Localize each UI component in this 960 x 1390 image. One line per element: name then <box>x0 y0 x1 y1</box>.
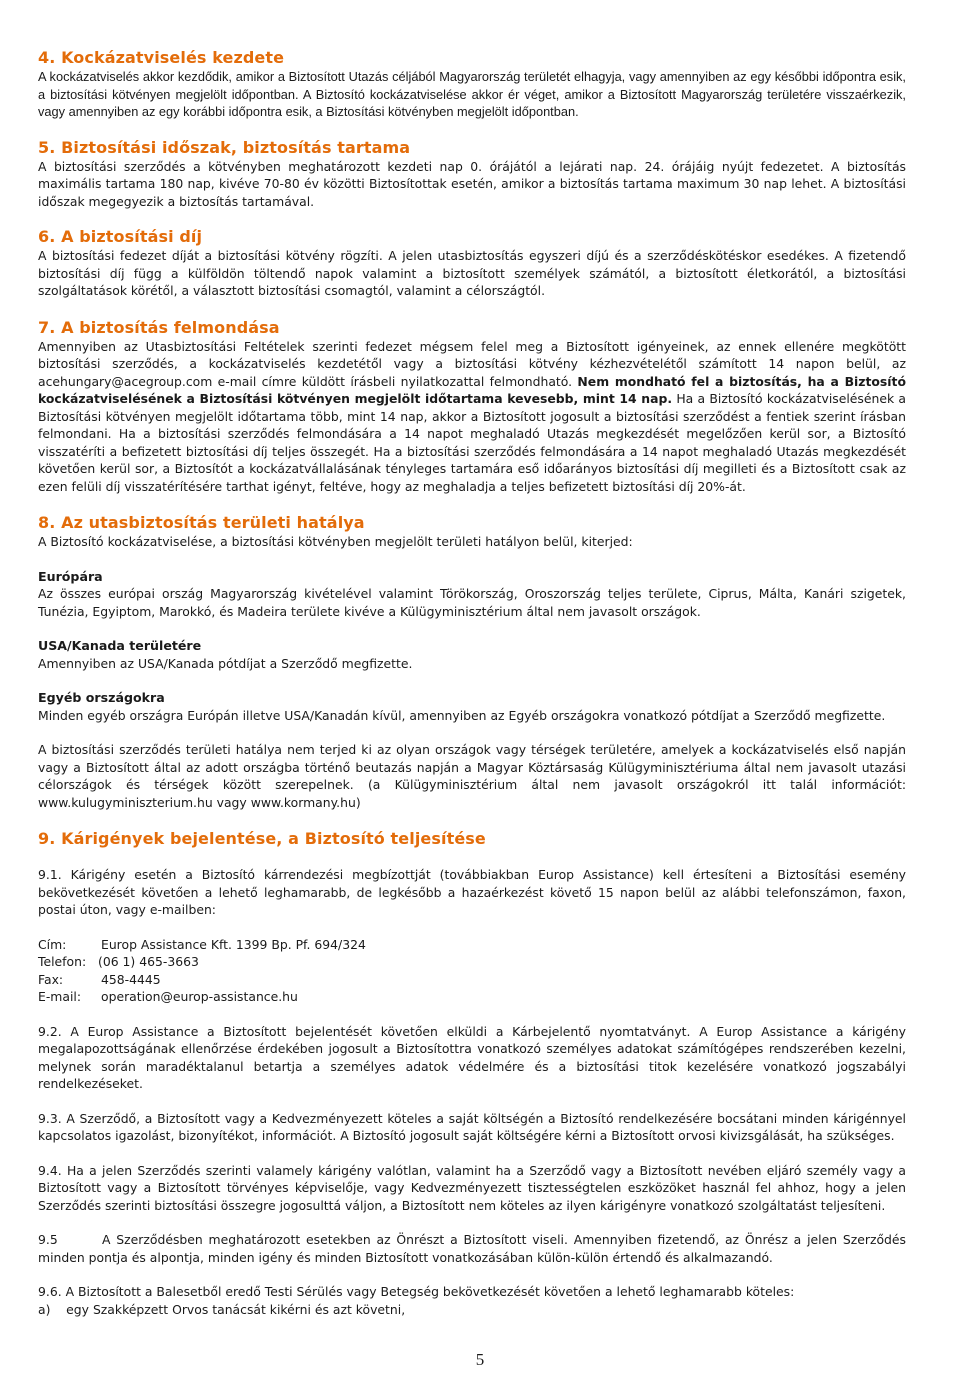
section-7-body <box>38 338 906 496</box>
section-9-5-text: A Szerződésben meghatározott esetekben az Önrészt a Biztosított viseli. Amennyiben fizetendő, az Önrész a jelen Szerződés minden pontja és alpontja, minden igény és minden Biztosított vonatkozásában külön-külön értendő és alkalmazandó. <box>38 1232 906 1265</box>
section-8-intro: A Biztosító kockázatviselése, a biztosítási kötvényben megjelölt területi hatályon belül, kiterjed: <box>38 534 633 549</box>
contact-row-address <box>38 936 906 954</box>
contact-block <box>38 936 906 1006</box>
contact-value: 458-4445 <box>101 971 161 987</box>
contact-label: E-mail: <box>38 989 82 1004</box>
section-5-body: A biztosítási szerződés a kötvényben meghatározott kezdeti nap 0. órájától a lejárati nap. 24. órájáig nyújt fedezetet. A biztosítás maximális tartama 180 nap, kivéve 70-80 év közötti Biztosítottak esetén, amikor a biztosítás tartama maximum 30 nap lehet. A biztosítási időszak megegyezik a biztosítás tartamával. <box>38 158 906 209</box>
contact-row-fax <box>38 971 906 989</box>
contact-value: Europ Assistance Kft. 1399 Bp. Pf. 694/324 <box>101 936 366 952</box>
section-6-body: A biztosítási fedezet díját a biztosítási kötvény rögzíti. A jelen utasbiztosítás egyszeri díjú és a szerződéskötéskor esedékes. A fizetendő biztosítási díj függ a külföldön töltendő napok valamint a biztosított személyek számától, a biztosított életkorától, a biztosítási szolgáltatások körétől, a választott biztosítási csomagtól, valamint a célországtól. <box>38 248 906 298</box>
section-7-text-b: Ha a Biztosító kockázatviselésének a Biztosítási kötvényen megjelölt időtartama több, mint 14 nap, akkor a Biztosított jogosult a biztosítási szerződést a fentiek szerint írásban felmondani. Ha a biztosítási szerződés felmondására a 14 napot meghaladó Utazás megkezdését megelőzően kerül sor, a Biztosító visszatéríti a befizetett biztosítási díj teljes összegét. Ha a biztosítási szerződés felmondására a 14 napot meghaladó Utazás megkezdését követően kerül sor, a Biztosítót a kockázatvállalásának tényleges tartamára eső időarányos biztosítási díj megilleti és a Biztosított csak az ezen felüli díj visszatérítésére tarthat igényt, feltéve, hogy az meghaladja a teljes befizetett biztosítási díj 20%-át. <box>38 391 907 494</box>
section-6-heading: 6. A biztosítási díj <box>38 227 203 246</box>
contact-row-email <box>38 988 906 1006</box>
section-5-heading: 5. Biztosítási időszak, biztosítás tartama <box>38 137 411 157</box>
section-9-5 <box>38 1231 906 1266</box>
territory-closing: A biztosítási szerződés területi hatálya nem terjed ki az olyan országok vagy térségek területére, amelyek a kockázatviselés első napján vagy a Biztosított által az adott országba történő beutazás napján a Magyar Köztársaság Külügyminisztériuma által nem javasolt utazási célországok és térségek között szerepelnek. (a Külügyminisztérium által nem javasolt országokról itt talál információt: www.kulugyminiszterium.hu vagy www.kormany.hu) <box>38 742 906 810</box>
contact-label: Telefon: <box>38 954 87 969</box>
section-8-heading: 8. Az utasbiztosítás területi hatálya <box>38 513 365 532</box>
contact-label: Fax: <box>38 971 64 987</box>
section-9-3: 9.3. A Szerződő, a Biztosított vagy a Kedvezményezett köteles a saját költségén a Biztosító rendelkezésére bocsátani minden kárigénnyel kapcsolatos igazolást, bizonyítékot, információt. A Biztosító jogosult saját költségére kérni a Biztosított orvosi kivizsgálását, ha szükséges. <box>38 1110 906 1143</box>
section-9-6: 9.6. A Biztosított a Balesetből eredő Testi Sérülés vagy Betegség bekövetkezését követően a lehető leghamarabb köteles: <box>38 1284 795 1299</box>
section-9-2: 9.2. A Europ Assistance a Biztosított bejelentését követően elküldi a Kárbejelentő nyomtatványt. A Europ Assistance a kárigény megalapozottságának ellenőrzése érdekében jogosult a Biztosítottra vonatkozó személyes adatokat számítógépes rendszerében kezelni, melynek során maradéktalanul betartja a személyes adatok védelmére és a biztosítási titok kezelésére vonatkozó jogszabályi rendelkezéseket. <box>38 1023 906 1091</box>
section-9-heading: 9. Kárigények bejelentése, a Biztosító teljesítése <box>38 829 486 848</box>
usa-body: Amennyiben az USA/Kanada pótdíjat a Szerződő megfizette. <box>38 655 413 671</box>
contact-value: (06 1) 465-3663 <box>98 954 199 969</box>
contact-row-phone <box>38 953 906 971</box>
contact-label: Cím: <box>38 936 67 952</box>
other-body: Minden egyéb országra Európán illetve USA/Kanadán kívül, amennyiben az Egyéb országokra vonatkozó pótdíjat a Szerződő megfizette. <box>38 707 886 723</box>
page-number: 5 <box>475 1350 485 1369</box>
section-7-heading: 7. A biztosítás felmondása <box>38 317 280 337</box>
section-9-1: 9.1. Kárigény esetén a Biztosító kárrendezési megbízottját (továbbiakban Europ Assistance) kell értesíteni a Biztosítási esemény bekövetkezését követően a lehető leghamarabb, de legkésőbb a hazaérkezést követő 15 napon belül az alábbi telefonszámon, faxon, postai úton, vagy e-mailben: <box>38 867 906 917</box>
section-4-heading: 4. Kockázatviselés kezdete <box>38 48 285 67</box>
other-subheading: Egyéb országokra <box>38 690 165 705</box>
section-9-4: 9.4. Ha a jelen Szerződés szerinti valamely kárigény valótlan, valamint ha a Szerződő vagy a Biztosított nevében eljáró személy vagy a Biztosított vagy a Biztosított törvényes képviselője, vagy Kedvezményezett tisztességtelen eszközöket használ fel ahhoz, hogy a jelen Szerződés szerinti biztosítási összegre jogosulttá váljon, a Biztosított nem köteles az ilyen kárigényre vonatkozó szolgáltatást teljesíteni. <box>38 1162 906 1213</box>
contact-value: operation@europ-assistance.hu <box>101 989 298 1004</box>
section-9-5-number: 9.5 <box>38 1232 58 1247</box>
usa-subheading: USA/Kanada területére <box>38 638 202 653</box>
europe-body: Az összes európai ország Magyarország kivételével valamint Törökország, Oroszország teljes területe, Ciprus, Málta, Kanári szigetek, Tunézia, Egyiptom, Marokkó, és Madeira területe kivéve a Külügyminisztérium által nem javasolt országok. <box>38 586 906 619</box>
document-page <box>38 48 906 1318</box>
section-7-text-a: Amennyiben az Utasbiztosítási Feltételek szerinti fedezet mégsem felel meg a Biztosított igényeinek, az ennek ellenére megkötött biztosítási szerződés, a kockázatviselés kezdetétől vagy a biztosítási kötvény kézhezvételétől számított 14 napon belül, az acehungary@acegroup.com e-mail címre küldött írásbeli nyilatkozattal felmondható. <box>38 338 906 389</box>
section-4-body: A kockázatviselés akkor kezdődik, amikor a Biztosított Utazás céljából Magyarország területét elhagyja, vagy amennyiben az egy későbbi időpontra esik, a biztosítási kötvényen megjelölt időpontban. A Biztosító kockázatviselése akkor ér véget, amikor a Biztosított Magyarország területére visszaérkezik, vagy amennyiben az egy korábbi időpontra esik, a Biztosítási kötvényben megjelölt időpontban. <box>38 69 906 119</box>
europe-subheading: Európára <box>38 568 103 584</box>
section-7-text-bold: Nem mondható fel a biztosítás, ha a Biztosító kockázatviselésének a Biztosítási kötvényen megjelölt időtartama kevesebb, mint 14 nap. <box>38 373 906 406</box>
section-9-6-a: a) egy Szakképzett Orvos tanácsát kikérni és azt követni, <box>38 1301 406 1317</box>
